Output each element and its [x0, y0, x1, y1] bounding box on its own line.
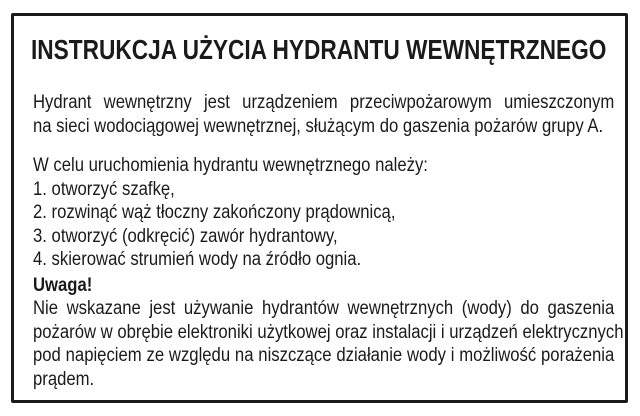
step-item: 2. rozwinąć wąż tłoczny zakończony prądownicą,	[33, 202, 396, 223]
steps-heading: W celu uruchomienia hydrantu wewnętrznego należy:	[33, 155, 428, 176]
warning-line: pożarów w obrębie elektroniki użytkowej oraz instalacji i urządzeń elektrycznych	[33, 321, 624, 343]
steps-list	[33, 178, 614, 272]
warning-line: Nie wskazane jest używanie hydrantów wewnętrznych (wody) do gaszenia	[33, 298, 615, 319]
warning-paragraph	[33, 297, 624, 391]
warning-line: prądem.	[33, 368, 95, 390]
intro-line: Hydrant wewnętrzny jest urządzeniem przeciwpożarowym umieszczonym	[33, 92, 615, 113]
sign-title: INSTRUKCJA UŻYCIA HYDRANTU WEWNĘTRZNEGO	[31, 34, 607, 65]
step-item: 1. otworzyć szafkę,	[33, 178, 175, 200]
warning-line: pod napięciem ze względu na niszczące działanie wody i możliwość porażenia	[33, 345, 615, 366]
intro-line: na sieci wodociągowej wewnętrznej, służącym do gaszenia pożarów grupy A.	[33, 115, 604, 137]
step-item: 3. otworzyć (odkręcić) zawór hydrantowy,	[33, 225, 338, 247]
intro-paragraph	[33, 91, 614, 138]
step-item: 4. skierować strumień wody na źródło ognia.	[33, 249, 362, 270]
warning-heading: Uwaga!	[33, 274, 93, 296]
sign-body	[33, 91, 624, 391]
